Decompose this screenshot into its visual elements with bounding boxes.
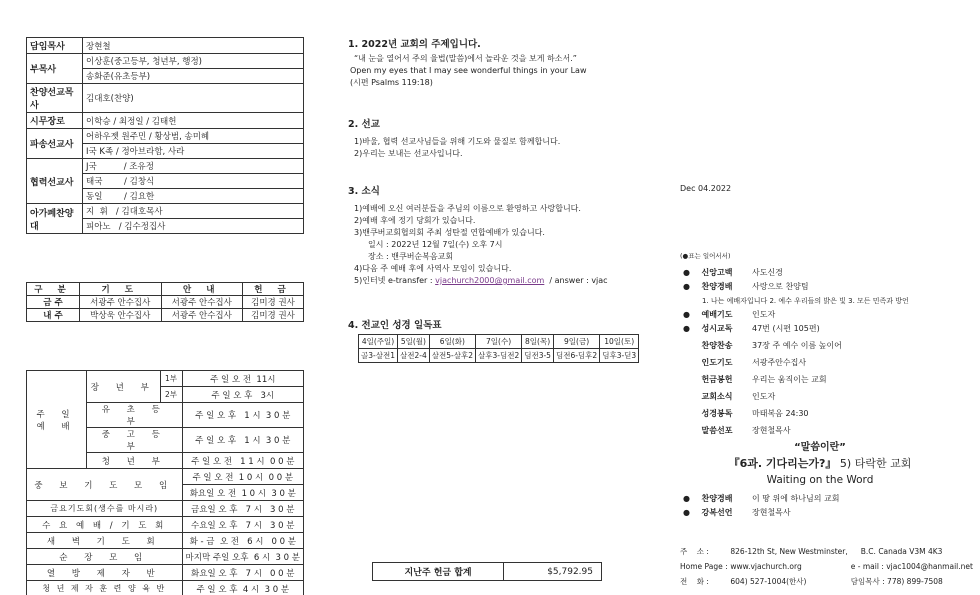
reading-range: 살후3-딤전2 [475,349,521,363]
staff-name: 피아노 / 김수정집사 [83,219,304,234]
worship-row [680,266,960,280]
reading-range: 딤전6-딤후2 [553,349,599,363]
worship-item: 찬양찬송 [701,341,733,350]
worship-item: 성경봉독 [701,409,733,418]
worship-row [680,506,960,520]
duty-header: 안 내 [161,283,243,296]
staff-name: 태국 / 김창식 [83,174,304,189]
bullet-icon: ● [683,324,690,333]
schedule-time: 주 일 오 후 3시 [182,387,303,403]
worship-detail: 인도자 [752,392,776,401]
offering-amount: $5,792.95 [504,563,602,581]
schedule-time: 화 - 금 오 전 6 시 0 0 분 [182,533,303,549]
duty-header: 기 도 [80,283,162,296]
reading-day: 9일(금) [553,335,599,349]
schedule-dept: 중 고 등 부 [87,428,183,453]
staff-name: 어하우젯 원주민 / 황상범, 송미혜 [83,129,304,144]
staff-name: 이상훈(중고등부, 청년부, 행정) [83,54,304,69]
schedule-time: 금요일 오 후 7 시 3 0 분 [182,501,303,517]
section-line: “내 눈을 열어서 주의 율법(말씀)에서 놀라운 것을 보게 하소서.” [354,54,577,63]
section-title: 3. 소식 [348,186,380,197]
schedule-time: 화요일 오 후 7 시 0 0 분 [182,565,303,581]
stand-note: (●표는 일어서서) [680,252,731,260]
section-line: (시편 Psalms 119:18) [350,78,433,87]
reading-day: 8일(목) [522,335,554,349]
address-label: 주 소 : [680,547,709,556]
staff-role: 담임목사 [27,38,83,54]
section-line: 2)예배 후에 정기 당회가 있습니다. [354,216,476,225]
worship-row [680,390,960,404]
phone-label: 전 화 : [680,577,709,586]
worship-row [680,294,960,308]
order-of-worship-closing [680,492,960,520]
schedule-time: 주 일 오 후 1 시 3 0 분 [182,403,303,428]
schedule-name: 순 장 모 임 [27,549,183,565]
staff-name: I국 K족 / 정아브라함, 사라 [83,144,304,159]
worship-row [680,339,960,353]
section-line: 4)다음 주 예배 후에 사역사 모임이 있습니다. [354,264,512,273]
worship-row [680,373,960,387]
section-line: 3)밴쿠버교회협의회 주최 성탄절 연합예배가 있습니다. [354,228,545,237]
duty-header: 헌 금 [243,283,304,296]
staff-name: 지 휘 / 김대호목사 [83,204,304,219]
bulletin-date: Dec 04.2022 [680,184,732,193]
section-line: 2)우리는 보내는 선교사입니다. [354,149,463,158]
schedule-sub: 2부 [160,387,182,403]
section-mission [348,116,638,160]
bullet-icon: ● [683,268,690,277]
bullet-icon: ● [683,494,690,503]
schedule-time: 수요일 오 후 7 시 3 0 분 [182,517,303,533]
staff-name: 김대호(찬양) [83,84,304,113]
staff-table [26,37,304,234]
duty-cell: 금 주 [27,296,80,309]
duty-cell: 서광주 안수집사 [80,296,162,309]
worship-row [680,356,960,370]
worship-row [680,424,960,438]
pastor-phone: 담임목사 : 778) 899-7508 [850,577,943,586]
schedule-time: 주 일 오 전 1 1 시 0 0 분 [182,453,303,469]
schedule-sub: 1부 [160,371,182,387]
sermon-series: “말씀이란” [794,442,846,453]
answer-text: / answer : vjac [544,276,608,285]
worship-detail: 서광주안수집사 [752,358,807,367]
sermon-title: 『6과. 기다리는가?』 [728,457,837,470]
homepage-link[interactable]: www.vjachurch.org [730,562,802,571]
staff-role: 아가페찬양대 [27,204,83,234]
schedule-time: 화요일 오 전 1 0 시 3 0 분 [182,485,303,501]
bullet-icon: ● [683,310,690,319]
reading-range: 골3-살전1 [359,349,398,363]
schedule-main-label: 주 일 예 배 [27,371,87,469]
etransfer-label: 5)인터넷 e-transfer : [354,276,436,285]
staff-name: J국 / 조유정 [83,159,304,174]
reading-day: 5일(월) [398,335,430,349]
schedule-time: 주 일 오 후 4 시 3 0 분 [182,581,303,595]
worship-item: 교회소식 [701,392,733,401]
duty-table [26,282,304,322]
duty-cell: 박상욱 안수집사 [80,309,162,322]
staff-name: 동일 / 김요한 [83,189,304,204]
reading-day: 4일(주일) [359,335,398,349]
section-line: 장소 : 밴쿠버순복음교회 [368,252,454,261]
worship-songs: 1. 나는 예배자입니다 2. 예수 우리들의 밝은 빛 3. 모든 민족과 방언 [702,297,909,305]
worship-item: 성시교독 [701,324,733,333]
worship-item: 인도기도 [701,358,733,367]
schedule-time: 주 일 오 후 1 시 3 0 분 [182,428,303,453]
worship-item: 찬양경배 [701,494,733,503]
worship-row [680,280,960,294]
section-line: Open my eyes that I may see wonderful things in your Law [350,66,587,75]
worship-detail: 마태복음 24:30 [752,409,809,418]
worship-item: 신앙고백 [701,268,733,277]
bible-reading-table [358,334,639,363]
homepage-label: Home Page : [680,562,728,571]
bullet-icon: ● [683,282,690,291]
section-theme [348,36,638,89]
duty-cell: 서광주 안수집사 [161,309,243,322]
email-address: e - mail : vjac1004@hanmail.net [850,562,973,571]
section-title: 2. 선교 [348,119,380,130]
worship-item: 강복선언 [701,508,733,517]
worship-detail: 장현철목사 [752,426,791,435]
offering-label: 지난주 헌금 합계 [373,563,504,581]
worship-item: 예배기도 [701,310,733,319]
duty-header: 구 분 [27,283,80,296]
section-line: 1)예배에 오신 여러분들을 주님의 이름으로 환영하고 사랑합니다. [354,204,581,213]
schedule-name: 금요기도회(생수를 마시라) [27,501,183,517]
order-of-worship [680,266,960,438]
worship-detail: 47번 (시편 105편) [752,324,820,333]
schedule-dept: 청 년 부 [87,453,183,469]
bullet-icon: ● [683,508,690,517]
address: 826-12th St, New Westminster, [730,547,848,556]
address-region: B.C. Canada V3M 4K3 [860,547,943,556]
worship-row [680,407,960,421]
worship-detail: 사도신경 [752,268,783,277]
worship-item: 찬양경배 [701,282,733,291]
worship-detail: 인도자 [752,310,776,319]
reading-day: 6일(화) [429,335,475,349]
schedule-name: 열 방 제 자 반 [27,565,183,581]
reading-range: 딤전3-5 [522,349,554,363]
schedule-dept: 유 초 등 부 [87,403,183,428]
worship-detail: 우리는 움직이는 교회 [752,375,827,384]
section-line: 일시 : 2022년 12월 7일(수) 오후 7시 [368,240,503,249]
staff-role: 시무장로 [27,113,83,129]
worship-row [680,308,960,322]
reading-day: 10일(토) [600,335,639,349]
section-line: 1)바울, 협력 선교사님들을 위해 기도와 물질로 함께합니다. [354,137,561,146]
sermon-subtitle: 5) 타락한 교회 [836,457,912,470]
duty-cell: 김미경 권사 [243,309,304,322]
staff-role: 부목사 [27,54,83,84]
schedule-prayer-label: 중 보 기 도 모 임 [27,469,183,501]
reading-day: 7일(수) [475,335,521,349]
schedule-time: 마지막 주일 오후 6 시 3 0 분 [182,549,303,565]
staff-role: 파송선교사 [27,129,83,159]
staff-name: 장현철 [83,38,304,54]
offering-table [372,562,602,581]
section-news [348,183,638,287]
staff-role: 찬양선교목사 [27,84,83,113]
section-title: 1. 2022년 교회의 주제입니다. [348,39,481,50]
staff-name: 송화준(유초등부) [83,69,304,84]
worship-row [680,492,960,506]
schedule-time: 주 일 오 전 1 0 시 0 0 분 [182,469,303,485]
staff-role: 협력선교사 [27,159,83,204]
worship-detail: 37장 주 예수 이름 높이어 [752,341,842,350]
reading-range: 살전2-4 [398,349,430,363]
schedule-name: 수 요 예 배 / 기 도 회 [27,517,183,533]
section-title: 4. 전교인 성경 일독표 [348,320,442,331]
duty-cell: 김미경 권사 [243,296,304,309]
schedule-name: 청 년 제 자 훈 련 양 육 반 [27,581,183,595]
worship-detail: 장현철목사 [752,508,791,517]
schedule-dept: 장 년 부 [87,371,161,403]
section-line [348,275,638,287]
sermon-block [680,438,960,486]
phone: 604) 527-1004(한사) [730,577,807,586]
reading-range: 살전5-살후2 [429,349,475,363]
worship-detail: 사랑으로 찬양팀 [752,282,809,291]
worship-row [680,322,960,336]
reading-range: 딤후3-딛3 [600,349,639,363]
schedule-time: 주 일 오 전 11시 [182,371,303,387]
worship-item: 헌금봉헌 [701,375,733,384]
staff-name: 이학승 / 최정일 / 김태헌 [83,113,304,129]
church-footer [680,544,973,589]
duty-cell: 서광주 안수집사 [161,296,243,309]
sermon-english: Waiting on the Word [766,474,874,486]
email-link[interactable]: vjachurch2000@gmail.com [435,276,545,285]
schedule-name: 새 벽 기 도 회 [27,533,183,549]
worship-detail: 이 땅 위에 하나님의 교회 [752,494,840,503]
schedule-table [26,370,304,595]
duty-cell: 내 주 [27,309,80,322]
worship-item: 말씀선포 [701,426,733,435]
